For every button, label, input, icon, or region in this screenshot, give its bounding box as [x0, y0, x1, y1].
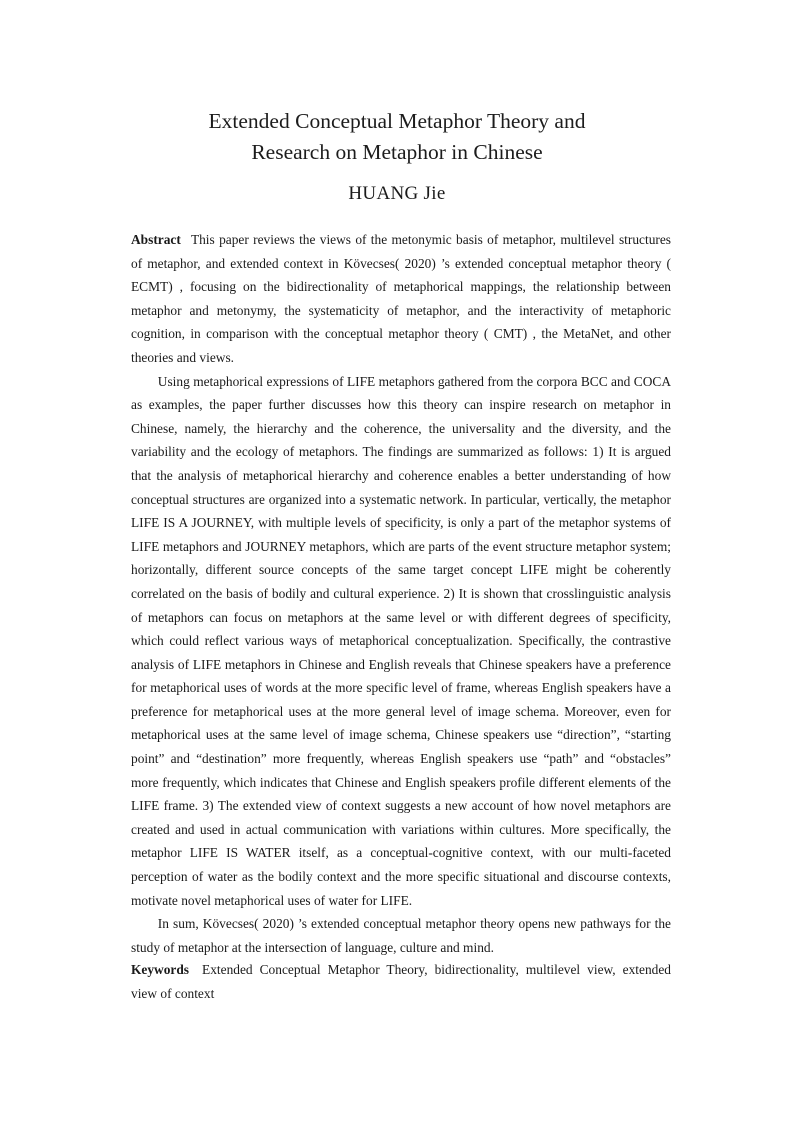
keywords-section — [131, 958, 671, 1005]
paper-title — [0, 106, 794, 168]
title-line-2: Research on Metaphor in Chinese — [251, 140, 543, 164]
abstract-paragraph-1 — [131, 228, 671, 370]
abstract-section — [131, 228, 671, 959]
keywords-heading: Keywords — [131, 962, 190, 977]
abstract-heading: Abstract — [131, 232, 181, 247]
keywords-text: Extended Conceptual Metaphor Theory, bidirectionality, multilevel view, extended view of context — [131, 962, 671, 1001]
author-name: HUANG Jie — [348, 183, 446, 204]
abstract-paragraph-3: In sum, Kövecses( 2020) ’s extended conceptual metaphor theory opens new pathways for the study of metaphor at the intersection of language, culture and mind. — [131, 916, 671, 955]
title-line-1: Extended Conceptual Metaphor Theory and — [208, 109, 586, 133]
abstract-paragraph-2: Using metaphorical expressions of LIFE metaphors gathered from the corpora BCC and COCA as examples, the paper further discusses how this theory can inspire research on metaphor in Chinese, namely, the hierarchy and the coherence, the universality and the diversity, and the variability and the ecology of metaphors. The findings are summarized as follows: 1) It is argued that the analysis of metaphorical hierarchy and coherence enables a better understanding of how conceptual structures are organized into a systematic network. In particular, vertically, the metaphor LIFE IS A JOURNEY, with multiple levels of specificity, is only a part of the metaphor systems of LIFE metaphors and JOURNEY metaphors, which are parts of the event structure metaphor system; horizontally, different source concepts of the same target concept LIFE might be coherently correlated on the basis of bodily and cultural experience. 2) It is shown that crosslinguistic analysis of metaphors can focus on metaphors at the same level or with different degrees of specificity, which could reflect various ways of metaphorical conceptualization. Specifically, the contrastive analysis of LIFE metaphors in Chinese and English reveals that Chinese speakers have a preference for metaphorical uses of words at the more specific level of frame, whereas English speakers have a preference for metaphorical uses at the more general level of image schema. Moreover, even for metaphorical uses at the same level of image schema, Chinese speakers use “direction”, “starting point” and “destination” more frequently, whereas English speakers use “path” and “obstacles” more frequently, which indicates that Chinese and English speakers profile different elements of the LIFE frame. 3) The extended view of context suggests a new account of how novel metaphors are created and used in actual communication with variations within cultures. More specifically, the metaphor LIFE IS WATER itself, as a conceptual-cognitive context, with our multi-faceted perception of water as the bodily context and the more specific situational and discourse contexts, motivate novel metaphorical uses of water for LIFE. — [131, 373, 671, 908]
abstract-text-1: This paper reviews the views of the metonymic basis of metaphor, multilevel structures of metaphor, and extended context in Kövecses( 2020) ’s extended conceptual metaphor theory ( ECMT) , focusing on the bidirectionality of metaphorical mappings, the relationship between metaphor and metonymy, the systematicity of metaphor, and the interactivity of metaphoric cognition, in comparison with the conceptual metaphor theory ( CMT) , the MetaNet, and other theories and views. — [131, 232, 672, 365]
